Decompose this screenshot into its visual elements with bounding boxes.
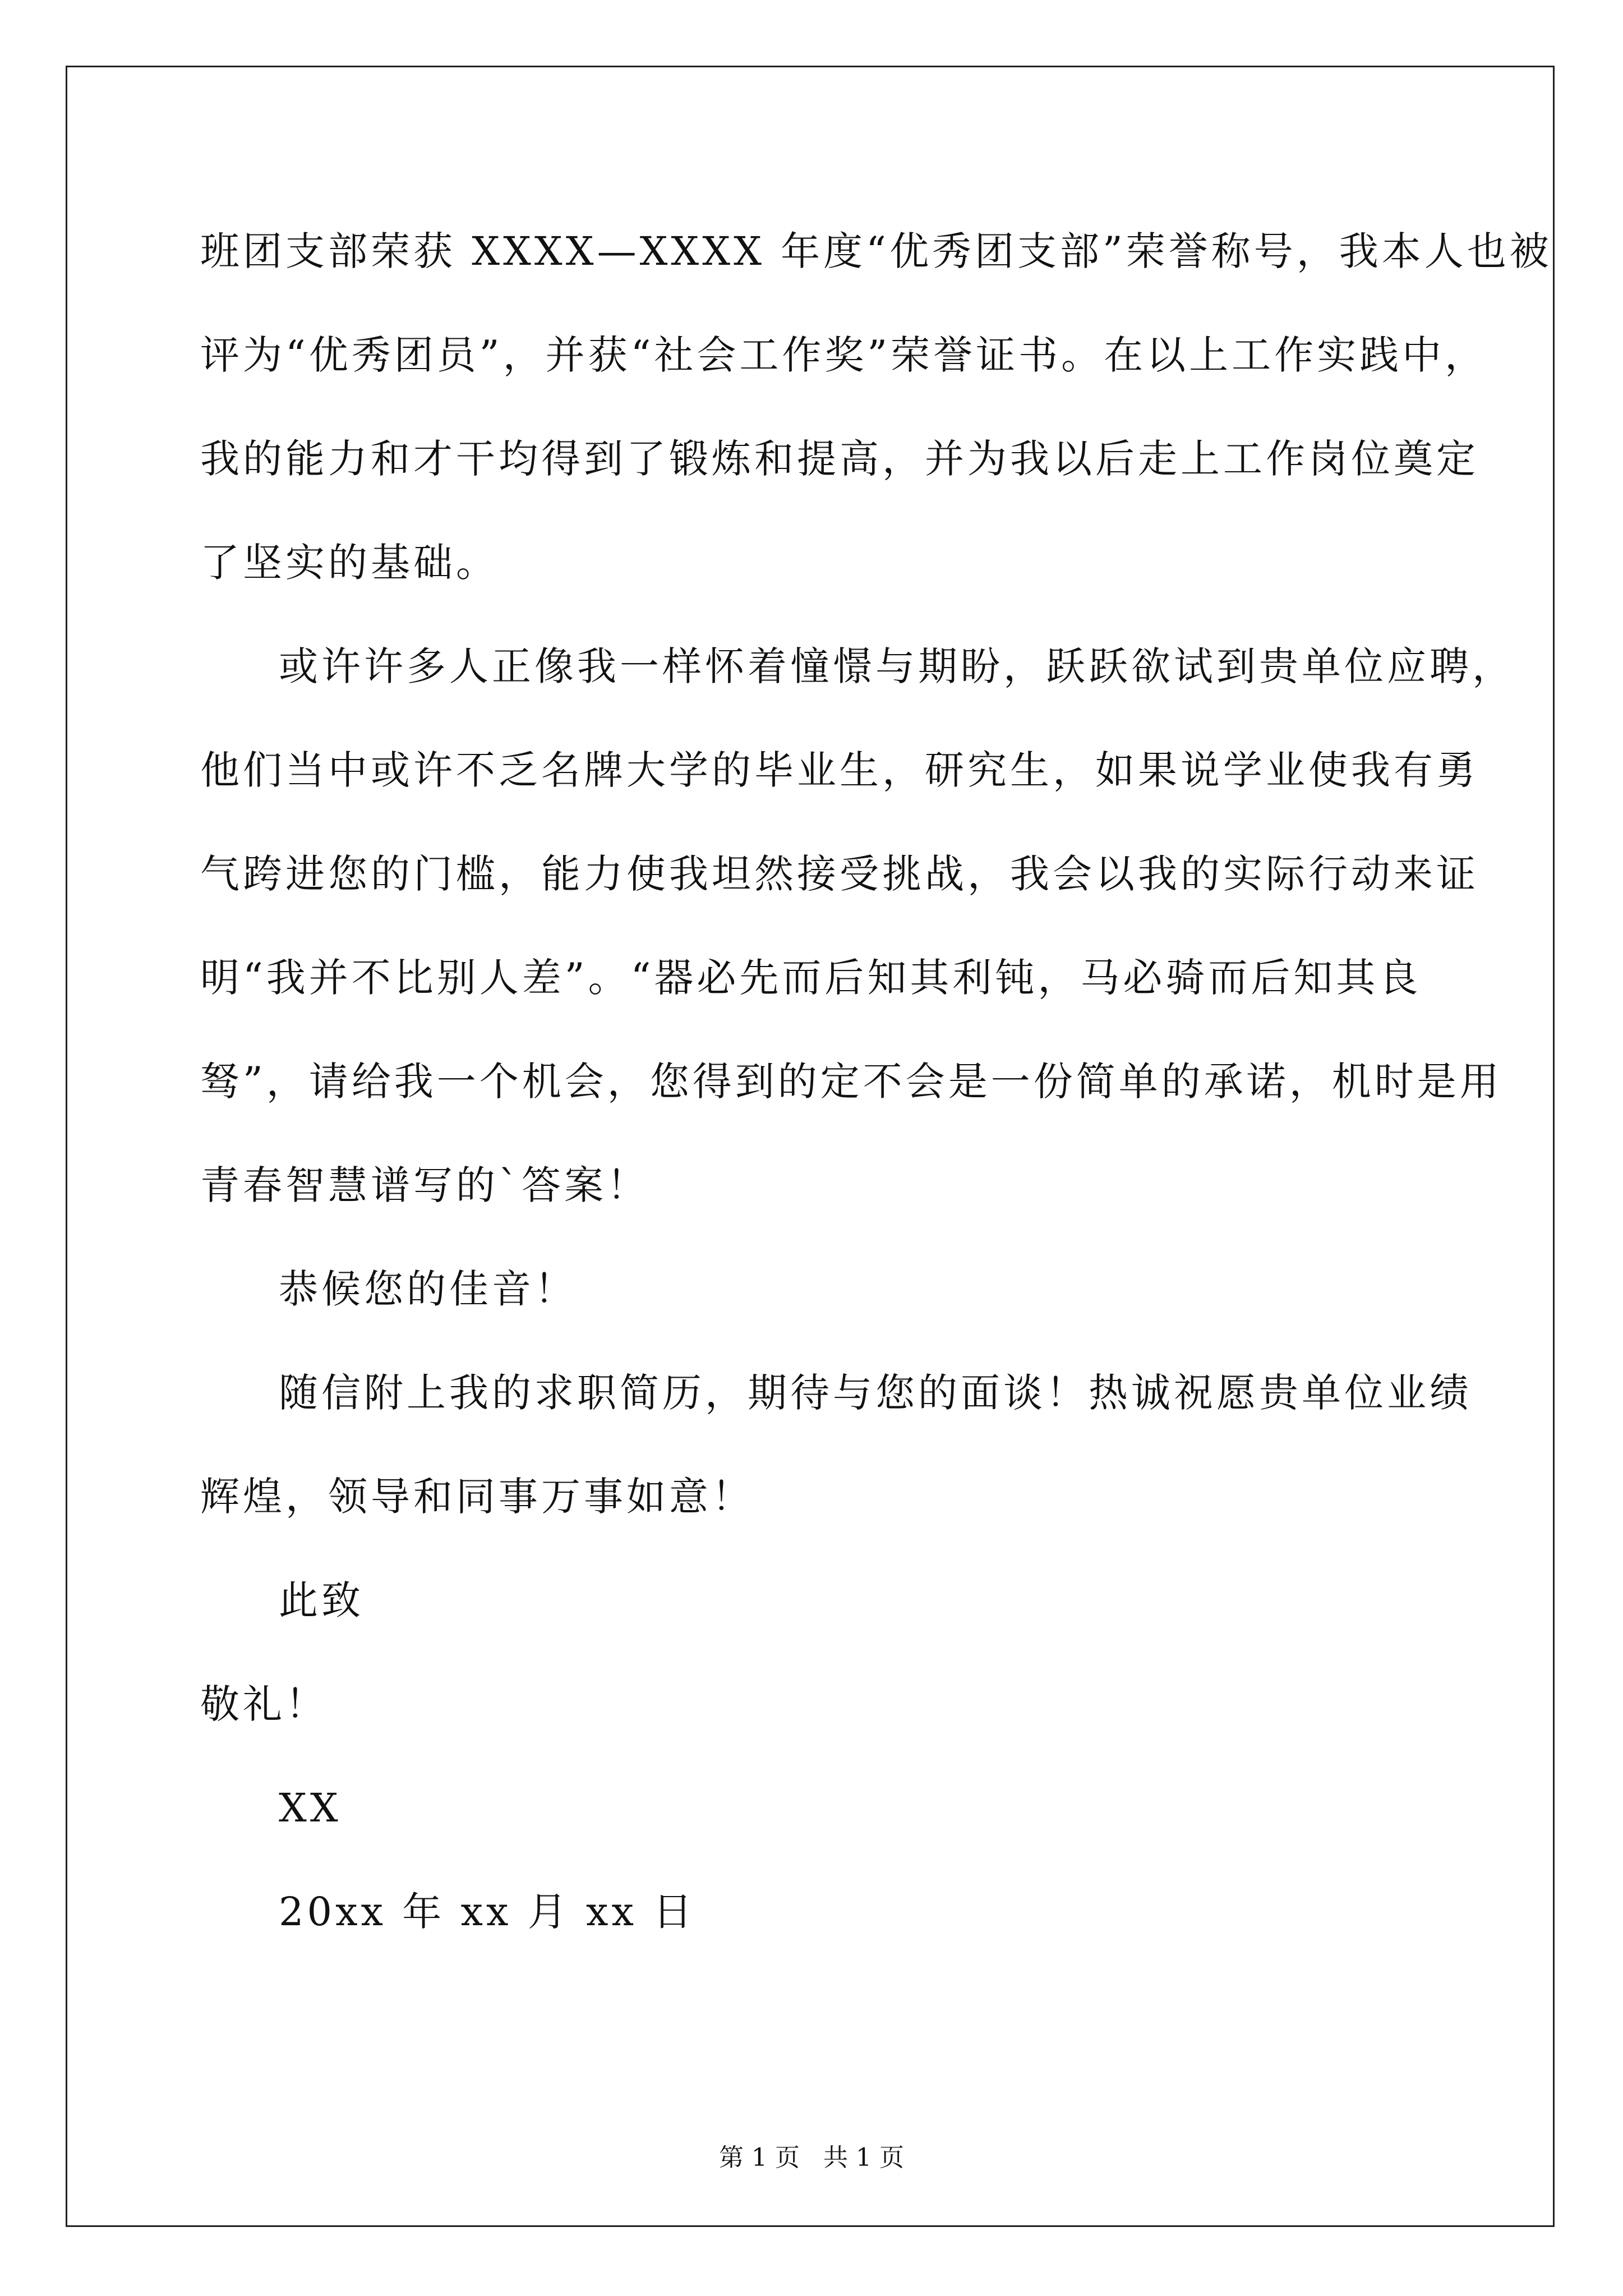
body-line: 班团支部荣获 XXXX—XXXX 年度“优秀团支部”荣誉称号，我本人也被 [200, 228, 1552, 274]
body-line: 随信附上我的求职简历，期待与您的面谈！热诚祝愿贵单位业绩 [279, 1370, 1472, 1416]
body-line: 明“我并不比别人差”。“器必先而后知其利钝，马必骑而后知其良 [200, 955, 1422, 1001]
letter-date: 20xx 年 xx 月 xx 日 [279, 1889, 696, 1935]
body-line: 或许许多人正像我一样怀着憧憬与期盼，跃跃欲试到贵单位应聘， [279, 643, 1515, 689]
signature: XX [279, 1785, 342, 1831]
body-line: 了坚实的基础。 [200, 540, 499, 586]
body-line: 辉煌，领导和同事万事如意！ [200, 1474, 754, 1520]
body-line: 恭候您的佳音！ [279, 1266, 577, 1312]
page-indicator: 第 1 页 共 1 页 [719, 2143, 904, 2172]
body-line: 他们当中或许不乏名牌大学的毕业生，研究生，如果说学业使我有勇 [200, 747, 1479, 793]
body-line: 气跨进您的门槛，能力使我坦然接受挑战，我会以我的实际行动来证 [200, 851, 1479, 897]
body-line: 青春智慧谱写的`答案！ [200, 1162, 649, 1208]
body-line: 评为“优秀团员”，并获“社会工作奖”荣誉证书。在以上工作实践中， [200, 332, 1488, 378]
closing-respect: 敬礼！ [200, 1681, 328, 1727]
body-line: 驽”，请给我一个机会，您得到的定不会是一份简单的承诺，机时是用 [200, 1059, 1502, 1105]
closing-salutation: 此致 [279, 1577, 364, 1623]
body-line: 我的能力和才干均得到了锻炼和提高，并为我以后走上工作岗位奠定 [200, 436, 1479, 482]
